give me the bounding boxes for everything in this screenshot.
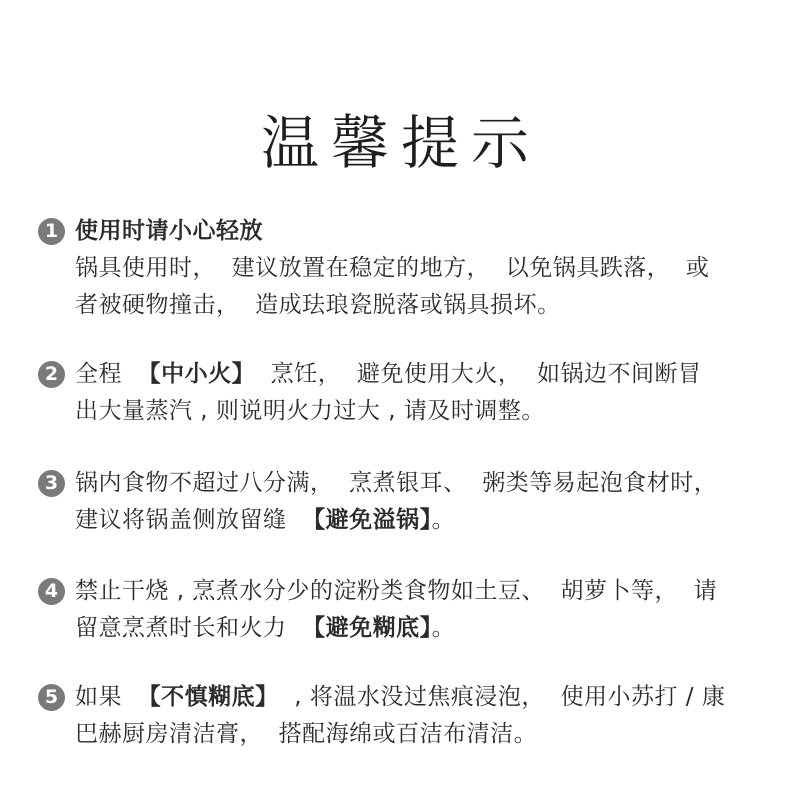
tip-text: 者被硬物撞击， 造成珐琅瓷脱落或锅具损坏。 <box>75 292 561 318</box>
number-badge: 2 <box>38 361 65 388</box>
tip-line <box>75 288 561 323</box>
emphasis-text: 使用时请小心轻放 <box>75 218 263 244</box>
number-badge: 1 <box>38 218 65 245</box>
emphasis-text: 【避免溢锅】 <box>302 507 432 533</box>
tip-text: 锅内食物不超过八分满， 烹煮银耳、 粥类等易起泡食材时， <box>75 470 718 496</box>
emphasis-text: 【不慎糊底】 <box>137 684 279 710</box>
tip-text: 出大量蒸汽 , 则说明火力过大 , 请及时调整。 <box>75 398 545 424</box>
tip-line <box>75 503 455 538</box>
tip-text: 禁止干烧 , 烹煮水分少的淀粉类食物如土豆、 胡萝卜等， 请 <box>75 578 718 604</box>
tip-text: 留意烹煮时长和火力 <box>75 615 303 641</box>
emphasis-text: 【避免糊底】 <box>302 615 432 641</box>
tip-line <box>75 394 545 429</box>
tip-text: 巴赫厨房清洁膏， 搭配海绵或百洁布清洁。 <box>75 721 538 747</box>
tip-line <box>75 680 725 715</box>
number-badge: 4 <box>38 578 65 605</box>
tip-text: 锅具使用时， 建议放置在稳定的地方， 以免锅具跌落， 或 <box>75 255 710 281</box>
tip-text: , 将温水没过焦痕浸泡， 使用小苏打 / 康 <box>278 684 726 710</box>
tip-text: 烹饪， 避免使用大火， 如锅边不间断冒 <box>255 361 702 387</box>
tip-line <box>75 574 717 609</box>
tip-line <box>75 251 709 286</box>
tip-text: 。 <box>431 507 456 533</box>
number-badge: 5 <box>38 684 65 711</box>
tip-text: 建议将锅盖侧放留缝 <box>75 507 303 533</box>
tip-text: 。 <box>431 615 456 641</box>
tip-text: 全程 <box>75 361 138 387</box>
number-badge: 3 <box>38 470 65 497</box>
tip-line <box>75 466 717 501</box>
tip-line <box>75 611 455 646</box>
tip-line <box>75 717 537 752</box>
tip-text: 如果 <box>75 684 138 710</box>
tip-line <box>75 357 702 392</box>
page-title: 温馨提示 <box>260 109 541 177</box>
tip-line <box>75 214 263 249</box>
emphasis-text: 【中小火】 <box>137 361 256 387</box>
